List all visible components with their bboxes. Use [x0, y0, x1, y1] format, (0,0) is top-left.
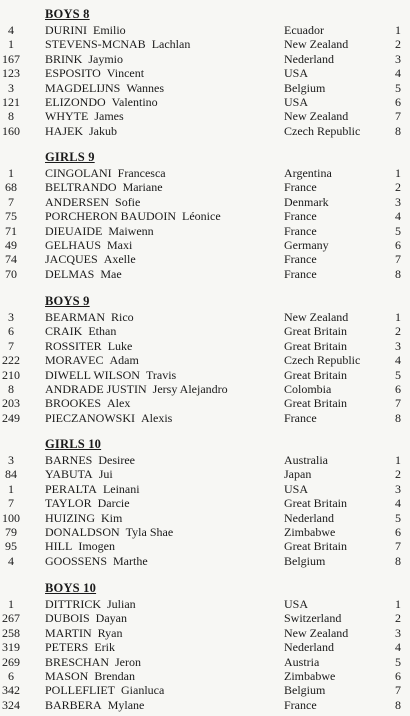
player-given-name: Desiree	[98, 453, 135, 467]
player-given-name: Ethan	[88, 324, 117, 339]
final-place: 2	[395, 611, 401, 626]
player-name	[45, 37, 190, 51]
entry-number: 74	[5, 252, 17, 267]
final-place: 1	[395, 166, 401, 180]
player-given-name: Dayan	[95, 611, 127, 626]
player-name	[45, 453, 135, 467]
player-name	[45, 482, 140, 496]
player-name	[45, 655, 141, 669]
section-heading: BOYS 8	[45, 7, 90, 21]
result-row	[0, 23, 410, 37]
result-row	[0, 655, 410, 669]
result-row	[0, 496, 410, 510]
final-place: 8	[395, 266, 401, 281]
final-place: 3	[395, 481, 401, 496]
player-surname: DELMAS	[45, 266, 95, 281]
result-row	[0, 109, 410, 123]
player-given-name: Alexis	[141, 410, 173, 425]
final-place: 2	[395, 37, 401, 52]
result-row	[0, 669, 410, 683]
player-given-name: Jersy Alejandro	[152, 382, 228, 396]
player-given-name: Tyla Shae	[125, 525, 174, 539]
final-place: 5	[395, 367, 401, 382]
player-name	[45, 511, 122, 525]
results-section	[0, 295, 410, 429]
final-place: 2	[395, 467, 401, 482]
player-surname: PETERS	[45, 640, 89, 655]
final-place: 6	[395, 238, 401, 252]
final-place: 6	[395, 95, 401, 109]
entry-number: 7	[8, 338, 14, 353]
player-surname: CINGOLANI	[45, 166, 112, 180]
player-name	[45, 353, 139, 367]
player-country: New Zealand	[284, 37, 349, 52]
player-name	[45, 669, 135, 683]
player-surname: GOOSSENS	[45, 553, 108, 568]
player-given-name: Alex	[107, 396, 131, 411]
entry-number: 6	[8, 324, 14, 339]
player-country: Germany	[284, 238, 329, 252]
player-name	[45, 698, 144, 712]
player-name	[45, 23, 126, 37]
player-country: France	[284, 410, 317, 425]
player-country: Japan	[284, 467, 312, 482]
entry-number: 4	[8, 553, 14, 568]
final-place: 7	[395, 109, 401, 124]
player-country: USA	[284, 481, 309, 496]
player-name	[45, 52, 123, 66]
result-row	[0, 180, 410, 194]
player-name	[45, 554, 148, 568]
final-place: 2	[395, 324, 401, 339]
player-name	[45, 224, 154, 238]
player-name	[45, 597, 136, 611]
result-row	[0, 238, 410, 252]
player-name	[45, 683, 164, 697]
player-surname: BRINK	[45, 51, 83, 66]
player-country: France	[284, 223, 317, 238]
player-country: France	[284, 180, 317, 195]
player-country: New Zealand	[284, 310, 349, 324]
player-surname: MASON	[45, 669, 89, 683]
entry-number: 6	[8, 669, 14, 683]
player-surname: ANDERSEN	[45, 194, 110, 209]
player-given-name: Maiwenn	[108, 223, 154, 238]
entry-number: 1	[8, 481, 14, 496]
player-given-name: Axelle	[103, 252, 136, 267]
final-place: 7	[395, 683, 401, 698]
player-country: Great Britain	[284, 367, 347, 382]
entry-number: 1	[8, 597, 14, 611]
player-surname: DUBOIS	[45, 611, 90, 626]
player-name	[45, 539, 115, 553]
player-given-name: Maxi	[107, 238, 133, 252]
result-row	[0, 683, 410, 697]
player-name	[45, 81, 164, 95]
results-section	[0, 151, 410, 285]
player-country: Zimbabwe	[284, 669, 336, 683]
results-section	[0, 582, 410, 716]
player-given-name: Jeron	[115, 654, 142, 669]
player-country: Zimbabwe	[284, 525, 336, 539]
entry-number: 3	[8, 310, 14, 324]
player-surname: ROSSITER	[45, 338, 102, 353]
player-given-name: Imogen	[78, 539, 115, 554]
entry-number: 8	[8, 109, 14, 124]
final-place: 5	[395, 654, 401, 669]
entry-number: 68	[5, 180, 17, 195]
player-country: Colombia	[284, 382, 332, 396]
result-row	[0, 339, 410, 353]
entry-number: 269	[2, 654, 20, 669]
section-heading: BOYS 10	[45, 581, 97, 595]
entry-number: 70	[5, 266, 17, 281]
player-name	[45, 339, 132, 353]
entry-number: 203	[2, 396, 20, 411]
player-name	[45, 324, 116, 338]
player-surname: JACQUES	[45, 252, 98, 267]
final-place: 8	[395, 697, 401, 712]
entry-number: 4	[8, 23, 14, 37]
entry-number: 249	[2, 410, 20, 425]
player-given-name: Jui	[98, 467, 113, 482]
entry-number: 319	[2, 640, 20, 655]
entry-number: 222	[2, 353, 20, 368]
player-given-name: Kim	[101, 510, 123, 525]
player-surname: BELTRANDO	[45, 180, 117, 195]
player-given-name: Marthe	[113, 553, 148, 568]
result-row	[0, 611, 410, 625]
player-country: Argentina	[284, 166, 332, 180]
player-name	[45, 180, 163, 194]
player-surname: POLLEFLIET	[45, 683, 115, 698]
entry-number: 75	[5, 209, 17, 224]
entry-number: 3	[8, 80, 14, 95]
player-country: Great Britain	[284, 396, 347, 411]
entry-number: 258	[2, 625, 20, 640]
player-given-name: Travis	[145, 367, 177, 382]
player-country: New Zealand	[284, 625, 349, 640]
result-row	[0, 411, 410, 425]
player-name	[45, 252, 136, 266]
player-country: Austria	[284, 654, 320, 669]
player-country: France	[284, 252, 317, 267]
entry-number: 1	[8, 166, 14, 180]
player-name	[45, 396, 130, 410]
final-place: 4	[395, 353, 401, 368]
player-surname: BRESCHAN	[45, 654, 110, 669]
final-place: 1	[395, 597, 401, 611]
final-place: 8	[395, 123, 401, 138]
result-row	[0, 81, 410, 95]
player-given-name: Wannes	[126, 80, 165, 95]
final-place: 3	[395, 194, 401, 209]
player-country: Czech Republic	[284, 353, 361, 368]
final-place: 4	[395, 209, 401, 224]
result-row	[0, 511, 410, 525]
entry-number: 167	[2, 51, 20, 66]
result-row	[0, 368, 410, 382]
player-surname: MAGDELIJNS	[45, 80, 121, 95]
player-given-name: Valentino	[111, 95, 158, 109]
result-row	[0, 252, 410, 266]
final-place: 8	[395, 410, 401, 425]
player-surname: BROOKES	[45, 396, 102, 411]
player-given-name: Jaymio	[88, 51, 124, 66]
player-name	[45, 525, 173, 539]
result-row	[0, 66, 410, 80]
player-name	[45, 467, 113, 481]
result-row	[0, 95, 410, 109]
player-country: Great Britain	[284, 539, 347, 554]
player-country: France	[284, 209, 317, 224]
final-place: 4	[395, 66, 401, 81]
player-surname: PIECZANOWSKI	[45, 410, 135, 425]
result-row	[0, 166, 410, 180]
player-surname: ANDRADE JUSTIN	[45, 382, 147, 396]
result-row	[0, 209, 410, 223]
results-section	[0, 8, 410, 142]
player-given-name: Adam	[109, 353, 139, 368]
player-surname: HUIZING	[45, 510, 95, 525]
player-given-name: Léonice	[182, 209, 221, 224]
result-row	[0, 467, 410, 481]
player-given-name: Darcie	[97, 496, 130, 511]
player-country: Belgium	[284, 80, 326, 95]
player-surname: DONALDSON	[45, 525, 120, 539]
player-country: Switzerland	[284, 611, 342, 626]
entry-number: 121	[2, 95, 20, 109]
result-row	[0, 698, 410, 712]
player-given-name: Vincent	[106, 66, 145, 81]
result-row	[0, 626, 410, 640]
player-surname: ESPOSITO	[45, 66, 101, 81]
player-country: Great Britain	[284, 338, 347, 353]
player-given-name: Luke	[107, 338, 133, 353]
final-place: 5	[395, 80, 401, 95]
player-given-name: Jakub	[89, 123, 117, 138]
final-place: 5	[395, 510, 401, 525]
final-place: 3	[395, 51, 401, 66]
player-given-name: Sofie	[115, 194, 141, 209]
final-place: 6	[395, 382, 401, 396]
result-row	[0, 640, 410, 654]
entry-number: 100	[2, 510, 20, 525]
player-country: Belgium	[284, 553, 326, 568]
entry-number: 7	[8, 496, 14, 511]
player-name	[45, 166, 166, 180]
player-surname: ELIZONDO	[45, 95, 106, 109]
player-name	[45, 611, 127, 625]
player-country: USA	[284, 66, 309, 81]
final-place: 1	[395, 23, 401, 37]
player-country: Great Britain	[284, 324, 347, 339]
player-given-name: Leinani	[102, 481, 140, 496]
player-given-name: Brendan	[94, 669, 135, 683]
player-surname: BEARMAN	[45, 310, 106, 324]
entry-number: 8	[8, 382, 14, 396]
player-surname: YABUTA	[45, 467, 93, 482]
result-row	[0, 224, 410, 238]
player-name	[45, 124, 117, 138]
final-place: 1	[395, 310, 401, 324]
player-name	[45, 310, 134, 324]
player-name	[45, 626, 122, 640]
player-surname: STEVENS-MCNAB	[45, 37, 146, 52]
player-name	[45, 209, 221, 223]
entry-number: 210	[2, 367, 20, 382]
result-row	[0, 554, 410, 568]
entry-number: 160	[2, 123, 20, 138]
player-surname: CRAIK	[45, 324, 83, 339]
player-surname: DURINI	[45, 23, 87, 37]
result-row	[0, 525, 410, 539]
final-place: 4	[395, 640, 401, 655]
result-row	[0, 37, 410, 51]
player-given-name: Gianluca	[121, 683, 165, 698]
player-given-name: Francesca	[117, 166, 166, 180]
final-place: 7	[395, 252, 401, 267]
player-country: Nederland	[284, 51, 334, 66]
player-name	[45, 95, 158, 109]
player-surname: BARNES	[45, 453, 93, 467]
final-place: 2	[395, 180, 401, 195]
player-surname: GELHAUS	[45, 238, 101, 252]
player-country: France	[284, 266, 317, 281]
final-place: 1	[395, 453, 401, 467]
result-row	[0, 52, 410, 66]
section-heading: GIRLS 10	[45, 437, 102, 451]
result-row	[0, 453, 410, 467]
final-place: 8	[395, 553, 401, 568]
entry-number: 49	[5, 238, 17, 252]
entry-number: 1	[8, 37, 14, 52]
player-name	[45, 411, 172, 425]
entry-number: 7	[8, 194, 14, 209]
entry-number: 95	[5, 539, 17, 554]
player-given-name: Mariane	[122, 180, 163, 195]
result-row	[0, 353, 410, 367]
player-given-name: Rico	[111, 310, 134, 324]
player-country: Great Britain	[284, 496, 347, 511]
entry-number: 342	[2, 683, 20, 698]
final-place: 6	[395, 525, 401, 539]
player-name	[45, 66, 144, 80]
result-row	[0, 310, 410, 324]
player-surname: PORCHERON BAUDOIN	[45, 209, 177, 224]
result-row	[0, 539, 410, 553]
player-surname: DIWELL WILSON	[45, 367, 140, 382]
section-heading: BOYS 9	[45, 294, 90, 308]
player-given-name: Lachlan	[151, 37, 191, 52]
player-surname: MARTIN	[45, 625, 92, 640]
final-place: 6	[395, 669, 401, 683]
player-name	[45, 496, 130, 510]
player-country: Denmark	[284, 194, 329, 209]
result-row	[0, 382, 410, 396]
player-country: Ecuador	[284, 23, 324, 37]
entry-number: 324	[2, 697, 20, 712]
player-name	[45, 382, 228, 396]
final-place: 7	[395, 396, 401, 411]
player-surname: BARBERA	[45, 697, 102, 712]
player-surname: HAJEK	[45, 123, 83, 138]
results-section	[0, 438, 410, 572]
entry-number: 71	[5, 223, 17, 238]
player-surname: HILL	[45, 539, 73, 554]
player-name	[45, 195, 140, 209]
player-name	[45, 267, 122, 281]
player-given-name: Emilio	[93, 23, 126, 37]
final-place: 3	[395, 338, 401, 353]
result-row	[0, 482, 410, 496]
result-row	[0, 195, 410, 209]
player-name	[45, 640, 115, 654]
player-country: Czech Republic	[284, 123, 361, 138]
result-row	[0, 124, 410, 138]
final-place: 7	[395, 539, 401, 554]
player-country: USA	[284, 597, 309, 611]
player-country: Australia	[284, 453, 328, 467]
player-name	[45, 109, 124, 123]
result-row	[0, 597, 410, 611]
entry-number: 267	[2, 611, 20, 626]
final-place: 5	[395, 223, 401, 238]
player-surname: DITTRICK	[45, 597, 101, 611]
player-country: New Zealand	[284, 109, 349, 124]
entry-number: 3	[8, 453, 14, 467]
player-given-name: James	[94, 109, 124, 124]
player-surname: MORAVEC	[45, 353, 104, 368]
player-country: USA	[284, 95, 309, 109]
entry-number: 84	[5, 467, 17, 482]
player-surname: WHYTE	[45, 109, 89, 124]
player-name	[45, 238, 132, 252]
player-given-name: Mae	[100, 266, 122, 281]
result-row	[0, 396, 410, 410]
result-row	[0, 324, 410, 338]
entry-number: 79	[5, 525, 17, 539]
final-place: 4	[395, 496, 401, 511]
player-country: Nederland	[284, 510, 334, 525]
player-surname: DIEUAIDE	[45, 223, 103, 238]
player-surname: PERALTA	[45, 481, 97, 496]
final-place: 3	[395, 625, 401, 640]
entry-number: 123	[2, 66, 20, 81]
player-name	[45, 368, 176, 382]
player-given-name: Ryan	[97, 625, 123, 640]
player-country: France	[284, 697, 317, 712]
section-heading: GIRLS 9	[45, 150, 95, 164]
player-country: Nederland	[284, 640, 334, 655]
player-given-name: Mylane	[107, 697, 145, 712]
player-given-name: Erik	[94, 640, 116, 655]
player-surname: TAYLOR	[45, 496, 92, 511]
result-row	[0, 267, 410, 281]
player-country: Belgium	[284, 683, 326, 698]
player-given-name: Julian	[107, 597, 136, 611]
